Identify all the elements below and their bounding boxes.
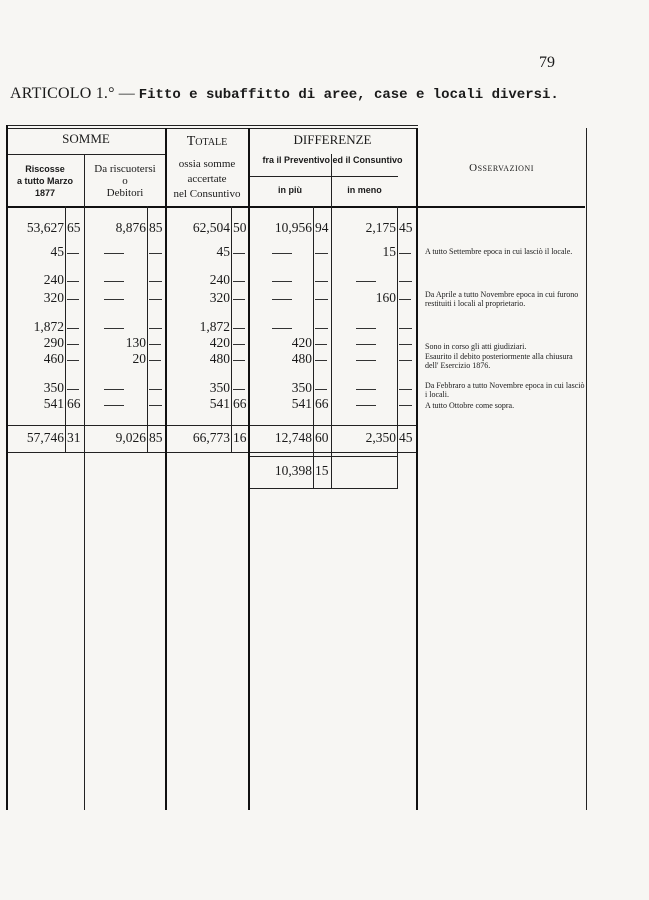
col-rule-right [586,128,587,810]
table-row-3-in-piu-empty-dash [272,281,292,282]
header-riscosse-line1: Riscosse [25,164,65,174]
table-row-1-in-meno-value: 2,175 [365,220,396,235]
table-row-2-in-meno-cents-dash [399,253,411,254]
header-riscosse-line3: 1877 [34,188,56,198]
table-row-8-riscosse-cents-dash [67,389,79,390]
table-row-2-riscosse-cents-dash [67,253,79,254]
table-row-8-totale-value: 350 [209,380,230,395]
table-row-3-in-piu-empty-dash [315,281,328,282]
observation-6: A tutto Ottobre come sopra. [425,401,515,410]
table-row-6-in-meno-empty-dash [399,344,412,345]
header-da-riscuotersi [85,163,165,199]
totals-row-da-riscuotersi-value: 9,026 [115,430,146,445]
table-row-2-da-riscuotersi-empty-dash [104,253,124,254]
table-row-3-da-riscuotersi-empty-dash [104,281,124,282]
table-row-1-riscosse-cents: 65 [67,220,81,235]
header-somme: SOMME [62,131,110,146]
totals-row-in-piu-cents: 60 [315,430,329,445]
table-row-4-in-meno-cents-dash [399,299,411,300]
table-row-9-in-meno-empty-dash [399,405,412,406]
observation-5: Da Febbraro a tutto Novembre epoca in cui lasciò i locali. [425,381,585,399]
header-riscosse-line2: a tutto Marzo [17,176,73,186]
observation-4: Esaurito il debito posteriormente alla chiusura dell' Esercizio 1876. [425,352,573,370]
totals-top-rule [6,425,418,426]
table-row-6-in-piu-value: 420 [291,335,312,350]
table-row-7-in-piu-value: 480 [291,351,312,366]
net-top-rule [250,456,398,457]
header-totale-sub [166,157,248,202]
table-row-8-in-piu-value: 350 [291,380,312,395]
totals-row-in-piu-value: 12,748 [274,430,312,445]
header-riscosse [6,163,84,199]
table-row-6-in-piu-cents-dash [315,344,327,345]
totals-bottom-rule [6,452,418,453]
table-row-1-totale-cents: 50 [233,220,247,235]
table-row-5-in-meno-empty-dash [399,328,412,329]
totals-row-totale-value: 66,773 [192,430,230,445]
header-bottom-rule [6,206,585,208]
somme-underline [6,154,166,155]
col-rule-meno-cents [397,206,398,488]
differenze-underline [250,176,398,177]
table-row-5-in-piu-empty-dash [272,328,292,329]
table-top-rule-2 [6,128,418,129]
header-in-meno: in meno [347,185,382,195]
table-row-9-riscosse-cents: 66 [67,396,81,411]
table-row-3-in-meno-empty-dash [399,281,412,282]
article-subject: Fitto e subaffitto di aree, case e locali diversi. [138,87,559,103]
table-row-4-in-piu-empty-dash [272,299,292,300]
table-row-4-in-meno-value: 160 [375,290,396,305]
header-riscuotersi-line2: o [122,175,128,187]
table-row-3-riscosse-cents-dash [67,281,79,282]
table-row-3-totale-value: 240 [209,272,230,287]
table-row-6-riscosse-value: 290 [43,335,64,350]
net-difference-row-in-piu-cents: 15 [315,463,329,478]
article-label: ARTICOLO 1.° [10,85,115,102]
table-row-3-riscosse-value: 240 [43,272,64,287]
table-row-8-in-meno-empty-dash [399,389,412,390]
table-row-7-in-meno-empty-dash [356,360,376,361]
table-top-rule [6,125,418,126]
table-row-6-totale-value: 420 [209,335,230,350]
table-row-7-riscosse-value: 460 [43,351,64,366]
table-row-1-da-riscuotersi-value: 8,876 [115,220,146,235]
totals-row-totale-cents: 16 [233,430,247,445]
table-row-7-in-piu-cents-dash [315,360,327,361]
table-row-6-in-meno-empty-dash [356,344,376,345]
table-row-8-riscosse-value: 350 [43,380,64,395]
table-row-9-totale-value: 541 [209,396,230,411]
totals-row-in-meno-cents: 45 [399,430,413,445]
table-row-1-in-piu-cents: 94 [315,220,329,235]
table-row-8-da-riscuotersi-empty-dash [104,389,124,390]
table-row-4-totale-value: 320 [209,290,230,305]
table-row-7-totale-value: 480 [209,351,230,366]
col-rule-riscosse [84,154,85,810]
table-row-5-riscosse-cents-dash [67,328,79,329]
table-row-1-in-piu-value: 10,956 [274,220,312,235]
header-totale-line2: accertate [187,173,227,185]
header-in-piu: in più [278,185,302,195]
table-row-3-in-meno-empty-dash [356,281,376,282]
col-rule-riscuotersi-cents [147,206,148,452]
table-row-4-riscosse-value: 320 [43,290,64,305]
table-row-9-in-piu-cents: 66 [315,396,329,411]
title-separator: — [118,85,135,102]
table-row-5-totale-cents-dash [233,328,245,329]
header-riscuotersi-line3: Debitori [106,187,144,199]
table-row-9-in-meno-empty-dash [356,405,376,406]
header-differenze: DIFFERENZE [293,132,372,147]
table-row-3-totale-cents-dash [233,281,245,282]
table-row-7-da-riscuotersi-value: 20 [132,351,146,366]
observation-1: A tutto Settembre epoca in cui lasciò il locale. [425,247,573,256]
totals-row-da-riscuotersi-cents: 85 [149,430,163,445]
col-rule-riscosse-cents [65,206,66,452]
table-row-6-da-riscuotersi-value: 130 [125,335,146,350]
table-row-5-riscosse-value: 1,872 [33,319,64,334]
table-row-2-in-piu-empty-dash [272,253,292,254]
observation-3: Sono in corso gli atti giudiziari. [425,342,527,351]
totals-row-riscosse-cents: 31 [67,430,81,445]
header-totale-line3: nel Consuntivo [173,188,241,200]
table-row-2-riscosse-value: 45 [50,244,64,259]
header-osservazioni: Osservazioni [469,162,534,174]
col-rule-piu-cents [313,206,314,488]
table-row-4-totale-cents-dash [233,299,245,300]
totals-row-riscosse-value: 57,746 [26,430,64,445]
header-totale-line1: ossia somme [178,158,236,170]
table-row-4-da-riscuotersi-empty-dash [104,299,124,300]
table-row-8-in-meno-empty-dash [356,389,376,390]
table-row-7-in-meno-empty-dash [399,360,412,361]
table-row-4-riscosse-cents-dash [67,299,79,300]
observation-2: Da Aprile a tutto Novembre epoca in cui furono restituiti i locali al proprietario. [425,290,579,308]
col-rule-totale-cents [231,206,232,452]
table-row-8-in-piu-cents-dash [315,389,327,390]
table-row-1-in-meno-cents: 45 [399,220,413,235]
table-row-9-in-piu-value: 541 [291,396,312,411]
header-riscuotersi-line1: Da riscuotersi [94,163,156,175]
totals-row-in-meno-value: 2,350 [365,430,396,445]
table-row-1-totale-value: 62,504 [192,220,230,235]
page-number: 79 [539,54,555,71]
table-row-2-in-meno-value: 15 [382,244,396,259]
table-row-1-riscosse-value: 53,627 [26,220,64,235]
table-row-9-da-riscuotersi-empty-dash [104,405,124,406]
net-difference-row-in-piu-value: 10,398 [274,463,312,478]
table-row-5-in-meno-empty-dash [356,328,376,329]
table-row-1-da-riscuotersi-cents: 85 [149,220,163,235]
table-row-9-totale-cents: 66 [233,396,247,411]
net-bottom-rule [250,488,398,489]
table-row-9-riscosse-value: 541 [43,396,64,411]
table-row-2-totale-value: 45 [216,244,230,259]
table-row-5-da-riscuotersi-empty-dash [104,328,124,329]
article-title [10,85,559,103]
table-row-2-totale-cents-dash [233,253,245,254]
col-rule-differenze [416,128,418,810]
header-totale: Totale [186,134,228,149]
table-row-5-totale-value: 1,872 [199,319,230,334]
header-differenze-sub: fra il Preventivo ed il Consuntivo [262,155,403,165]
table-row-5-in-piu-empty-dash [315,328,328,329]
